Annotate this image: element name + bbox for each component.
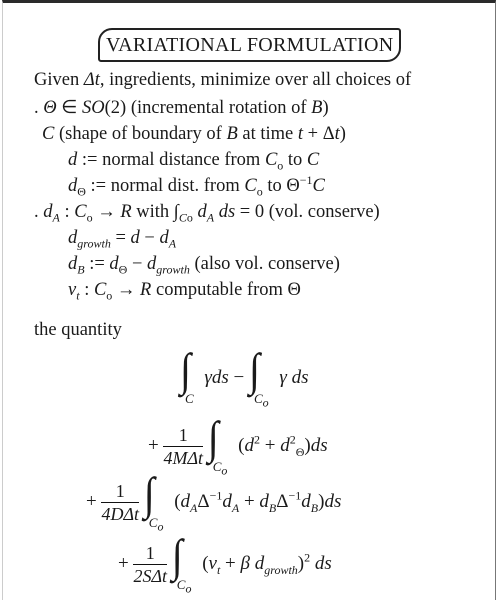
equation-4: + $\frac{1}{\text{2SΔt}}$ $\int_{C_o}$ ($v_t + \beta$ $d_{growth})^2$ ds <box>118 529 332 596</box>
quantity-line: the quantity <box>34 320 122 340</box>
dgrowth-line: $d_{growth} = d - d_A$ <box>68 228 177 251</box>
dtheta-line: $d_\Theta$ := normal dist. from $C_o$ to $\Theta^{-1}C$ <box>68 172 325 199</box>
vt-line: $v_t$ : $C_o \to R$ computable from Θ <box>68 280 301 303</box>
c-line: C (shape of boundary of B at time t + Δt) <box>42 124 346 144</box>
equation-3: + $\frac{1}{\text{4DΔt}}$ $\int_{C_o}$ $(d_A\Delta^{-1}d_A + d_B\Delta^{-1}d_B)ds$ <box>86 467 342 534</box>
da-line: . $d_A$ : $C_o \to R$ with $\int_{Co}$ $d_A$ ds = 0 (vol. conserve) <box>34 202 380 225</box>
given-line: Given Δt, ingredients, minimize over all choices of <box>34 70 412 90</box>
theta-line: . Θ ∈ SO(2) (incremental rotation of B) <box>34 98 329 118</box>
d-line: d := normal distance from $C_o$ to C <box>68 150 320 173</box>
equation-1: $\int_C$ $\gamma ds - \int_{C_o}$ γ ds <box>180 343 309 410</box>
equation-2: + $\frac{1}{\text{4MΔt}}$ $\int_{C_o}$ $(d^2 + d^2_\Theta)ds$ <box>148 411 328 478</box>
slide-title: VARIATIONAL FORMULATION <box>98 28 401 62</box>
db-line: $d_B$ := $d_\Theta - d_{growth}$ (also vol. conserve) <box>68 254 340 277</box>
